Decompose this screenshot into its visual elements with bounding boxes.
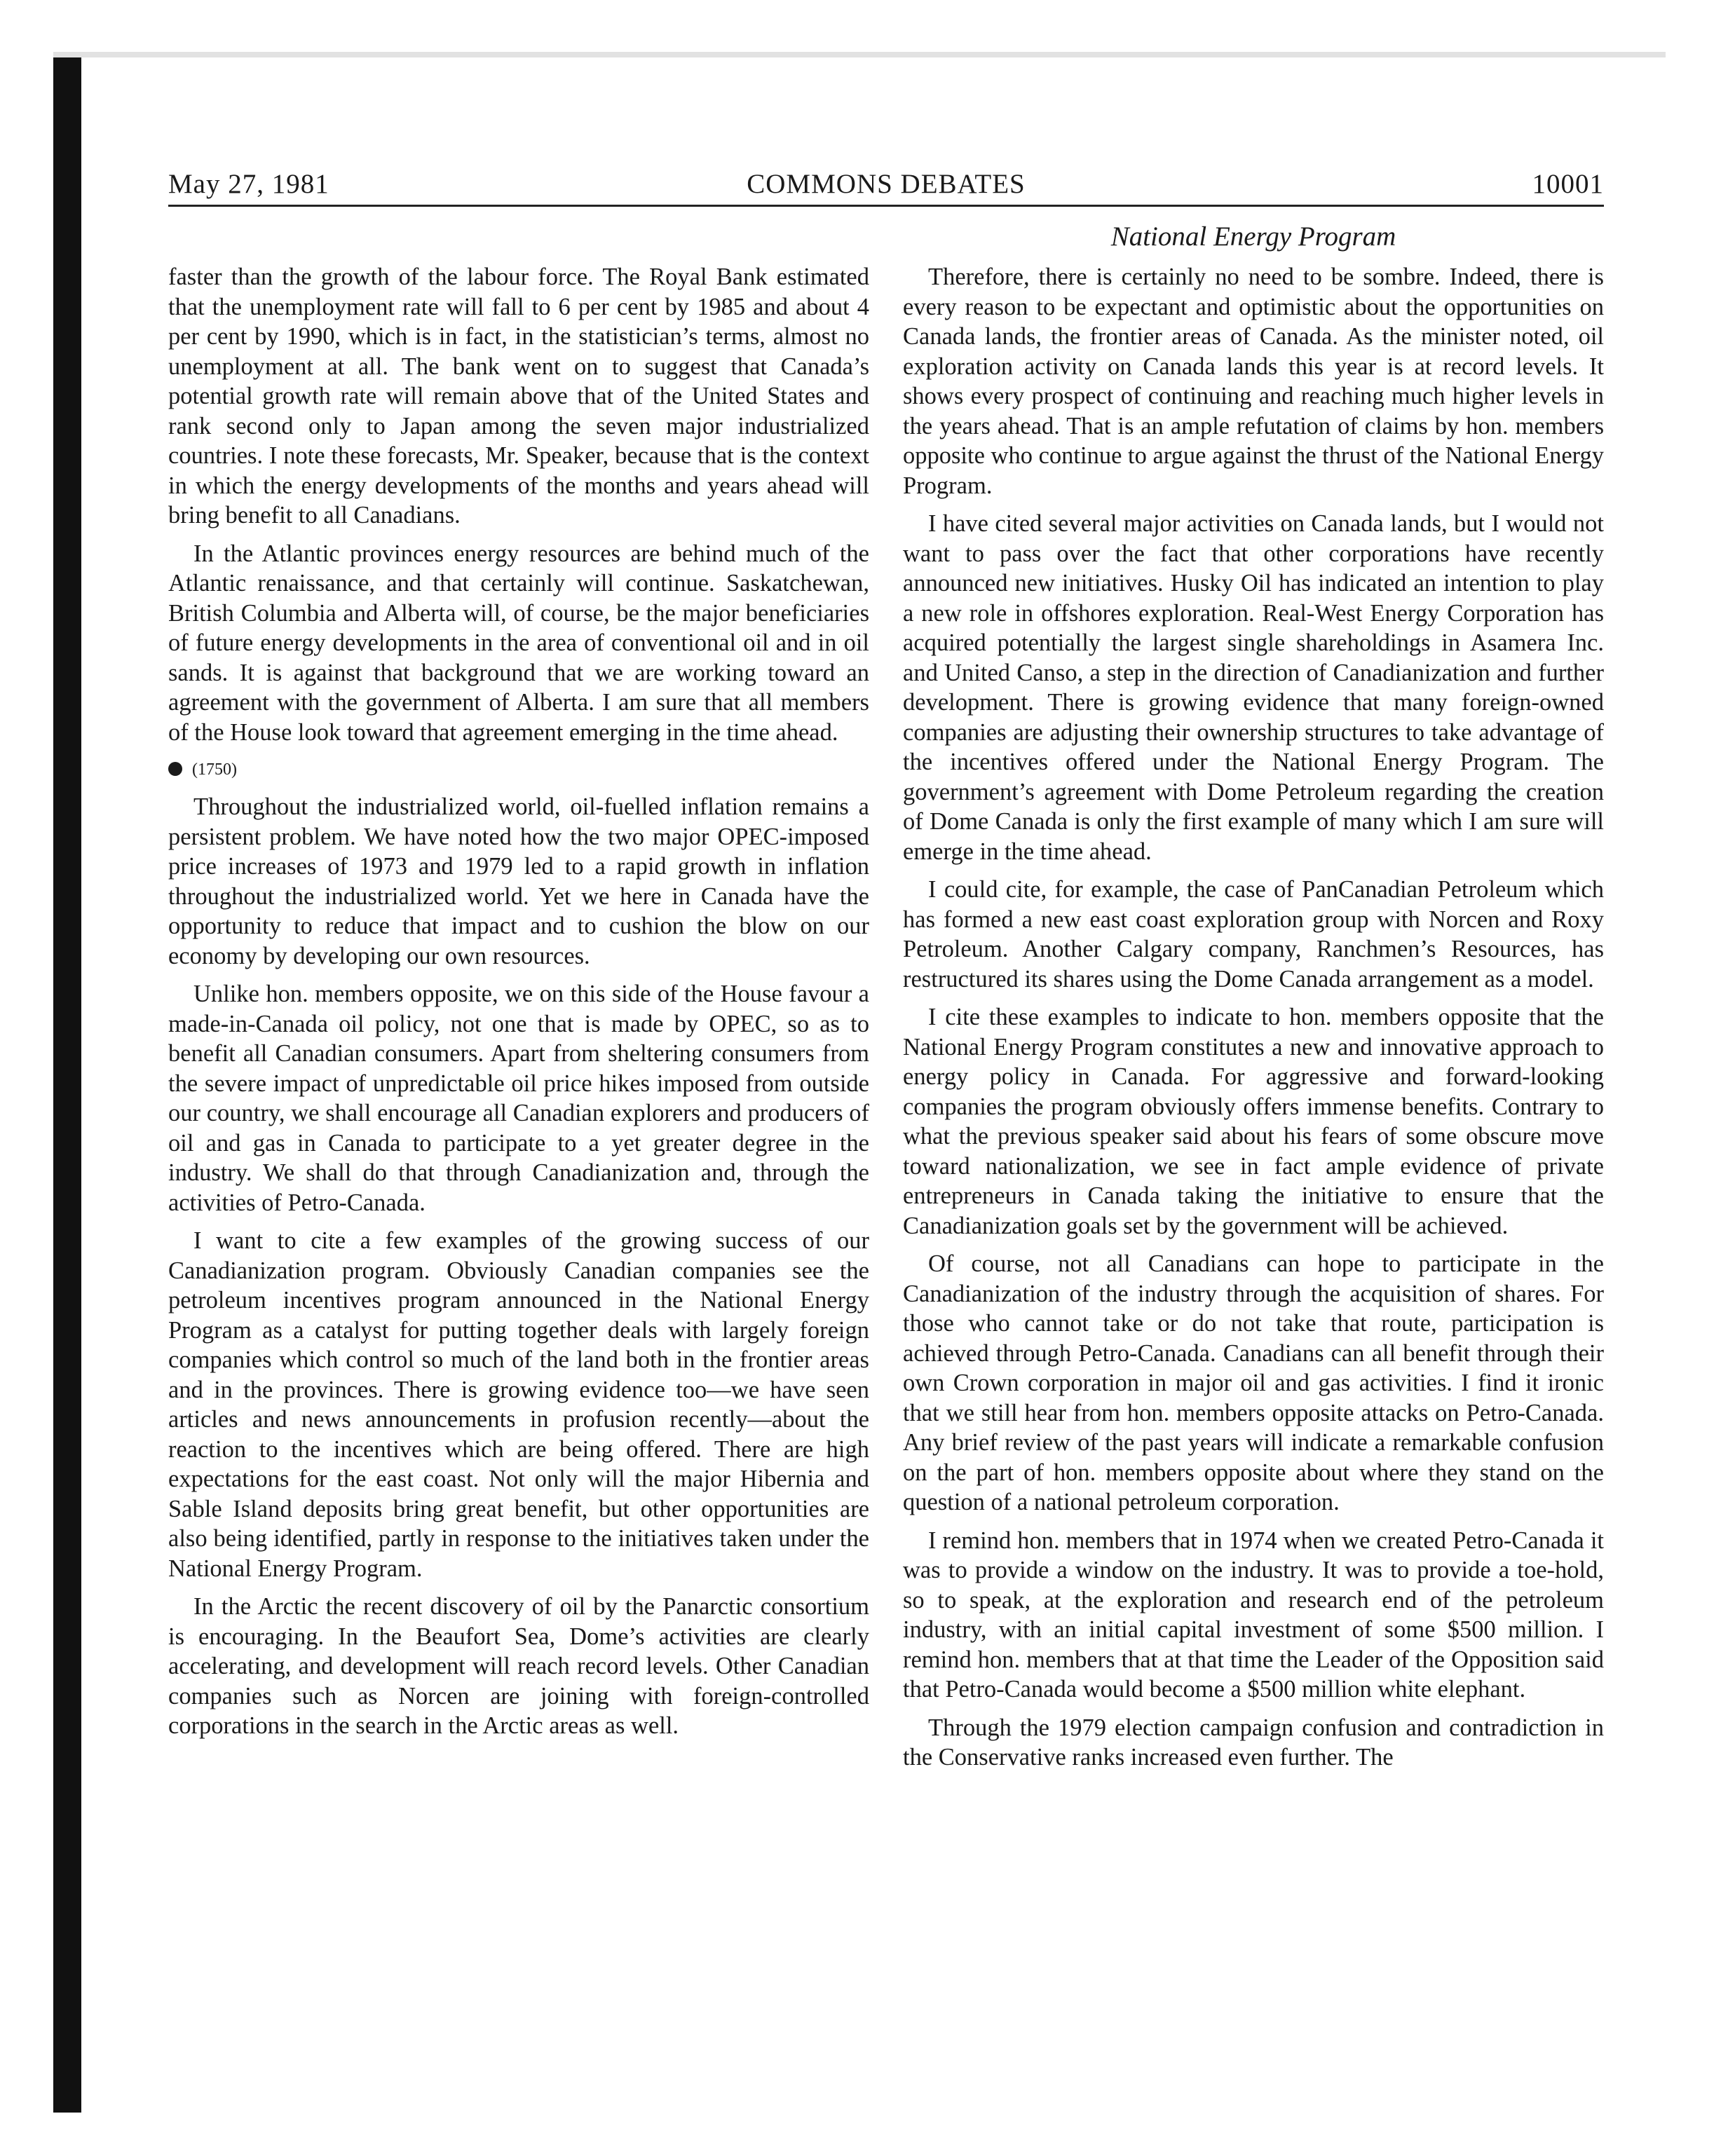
- paragraph: Throughout the industrialized world, oil-fuelled inflation remains a persistent problem. We have noted how the two major OPEC-imposed price increases of 1973 and 1979 led to a rapid growth in inflation throughout the industrialized world. Yet we here in Canada have the opportunity to reduce that impact and to cushion the blow on our economy by developing our own resources.: [168, 793, 869, 969]
- scan-edge-top: [53, 52, 1666, 57]
- time-marker: [168, 756, 869, 784]
- header-page-number: 10001: [1532, 169, 1604, 199]
- paragraph: In the Atlantic provinces energy resources are behind much of the Atlantic renaissance, and that certainly will continue. Saskatchewan, British Columbia and Alberta will, of course, be the major beneficiaries of future energy developments in the area of conventional oil and in oil sands. It is against that background that we are working toward an agreement with the government of Alberta. I am sure that all members of the House look toward that agreement emerging in the time ahead.: [168, 540, 869, 746]
- paragraph: I have cited several major activities on Canada lands, but I would not want to pass over the fact that other corporations have recently announced new initiatives. Husky Oil has indicated an intention to play a new role in offshores exploration. Real-West Energy Corporation has acquired potentially the largest single shareholdings in Asamera Inc. and United Canso, a step in the direction of Canadianization and further development. There is growing evidence that many foreign-owned companies are adjusting their ownership structures to take advantage of the incentives offered under the National Energy Program. The government’s agreement with Dome Petroleum regarding the creation of Dome Canada is only the first example of many which I am sure will emerge in the time ahead.: [903, 510, 1604, 865]
- paragraph: In the Arctic the recent discovery of oil by the Panarctic consortium is encouraging. In the Beaufort Sea, Dome’s activities are clearly accelerating, and development will reach record levels. Other Canadian companies such as Norcen are joining with foreign-controlled corporations in the search in the Arctic areas as well.: [168, 1593, 869, 1739]
- paragraph: faster than the growth of the labour force. The Royal Bank estimated that the unemployment rate will fall to 6 per cent by 1985 and about 4 per cent by 1990, which is in fact, in the statistician’s terms, almost no unemployment at all. The bank went on to suggest that Canada’s potential growth rate will remain above that of the United States and rank second only to Japan among the seven major industrialized countries. I note these forecasts, Mr. Speaker, because that is the context in which the energy developments of the months and years ahead will bring benefit to all Canadians.: [168, 264, 869, 528]
- header-date: May 27, 1981: [168, 169, 329, 199]
- paragraph: I could cite, for example, the case of PanCanadian Petroleum which has formed a new east coast exploration group with Norcen and Roxy Petroleum. Another Calgary company, Ranchmen’s Resources, has restructured its shares using the Dome Canada arrangement as a model.: [903, 876, 1604, 992]
- paragraph: I remind hon. members that in 1974 when we created Petro-Canada it was to provide a window on the industry. It was to provide a toe-hold, so to speak, at the exploration and research end of the petroleum industry, with an initial capital investment of some $500 million. I remind hon. members that at that time the Leader of the Opposition said that Petro-Canada would become a $500 million white elephant.: [903, 1527, 1604, 1703]
- paragraph: Of course, not all Canadians can hope to participate in the Canadianization of the industry through the acquisition of shares. For those who cannot take or do not take that route, participation is achieved through Petro-Canada. Canadians can all benefit through their own Crown corporation in major oil and gas activities. I find it ironic that we still hear from hon. members opposite attacks on Petro-Canada. Any brief review of the past years will indicate a remarkable confusion on the part of hon. members opposite about where they stand on the question of a national petroleum corporation.: [903, 1250, 1604, 1515]
- time-marker-label: (1750): [192, 760, 237, 779]
- paragraph: I want to cite a few examples of the growing success of our Canadianization program. Obviously Canadian companies see the petroleum incentives program announced in the National Energy Program as a catalyst for putting together deals with largely foreign companies which control so much of the land both in the frontier areas and in the provinces. There is growing evidence too—we have seen articles and news announcements in profusion recently—about the reaction to the incentives which are being offered. There are high expectations for the east coast. Not only will the major Hibernia and Sable Island deposits bring great benefit, but other opportunities are also being identified, partly in response to the initiatives taken under the National Energy Program.: [168, 1227, 869, 1582]
- paragraph: Therefore, there is certainly no need to be sombre. Indeed, there is every reason to be expectant and optimistic about the opportunities on Canada lands, the frontier areas of Canada. As the minister noted, oil exploration activity on Canada lands this year is at record levels. It shows every prospect of continuing and reaching much higher levels in the years ahead. That is an ample refutation of claims by hon. members opposite who continue to argue against the thrust of the National Energy Program.: [903, 264, 1604, 499]
- bullet-icon: [168, 762, 182, 776]
- right-column: [903, 262, 1604, 1781]
- paragraph: Through the 1979 election campaign confusion and contradiction in the Conservative ranks increased even further. The: [903, 1714, 1604, 1770]
- header-publication: COMMONS DEBATES: [747, 169, 1026, 199]
- left-column: [168, 262, 869, 1749]
- scan-edge-left: [53, 52, 81, 2113]
- paragraph: I cite these examples to indicate to hon. members opposite that the National Energy Program constitutes a new and innovative approach to energy policy in Canada. For aggressive and forward-looking companies the program obviously offers immense benefits. Contrary to what the previous speaker said about his fears of some obscure move toward nationalization, we see in fact ample evidence of private entrepreneurs in Canada taking the initiative to ensure that the Canadianization goals set by the government will be achieved.: [903, 1004, 1604, 1239]
- section-title: National Energy Program: [1110, 221, 1396, 252]
- running-head: [168, 167, 1604, 207]
- paragraph: Unlike hon. members opposite, we on this side of the House favour a made-in-Canada oil policy, not one that is made by OPEC, so as to benefit all Canadian consumers. Apart from sheltering consumers from the severe impact of unpredictable oil price hikes imposed from outside our country, we shall encourage all Canadian explorers and producers of oil and gas in Canada to participate to a yet greater degree in the industry. We shall do that through Canadianization and, through the activities of Petro-Canada.: [168, 981, 869, 1216]
- document-page: [168, 167, 1604, 1933]
